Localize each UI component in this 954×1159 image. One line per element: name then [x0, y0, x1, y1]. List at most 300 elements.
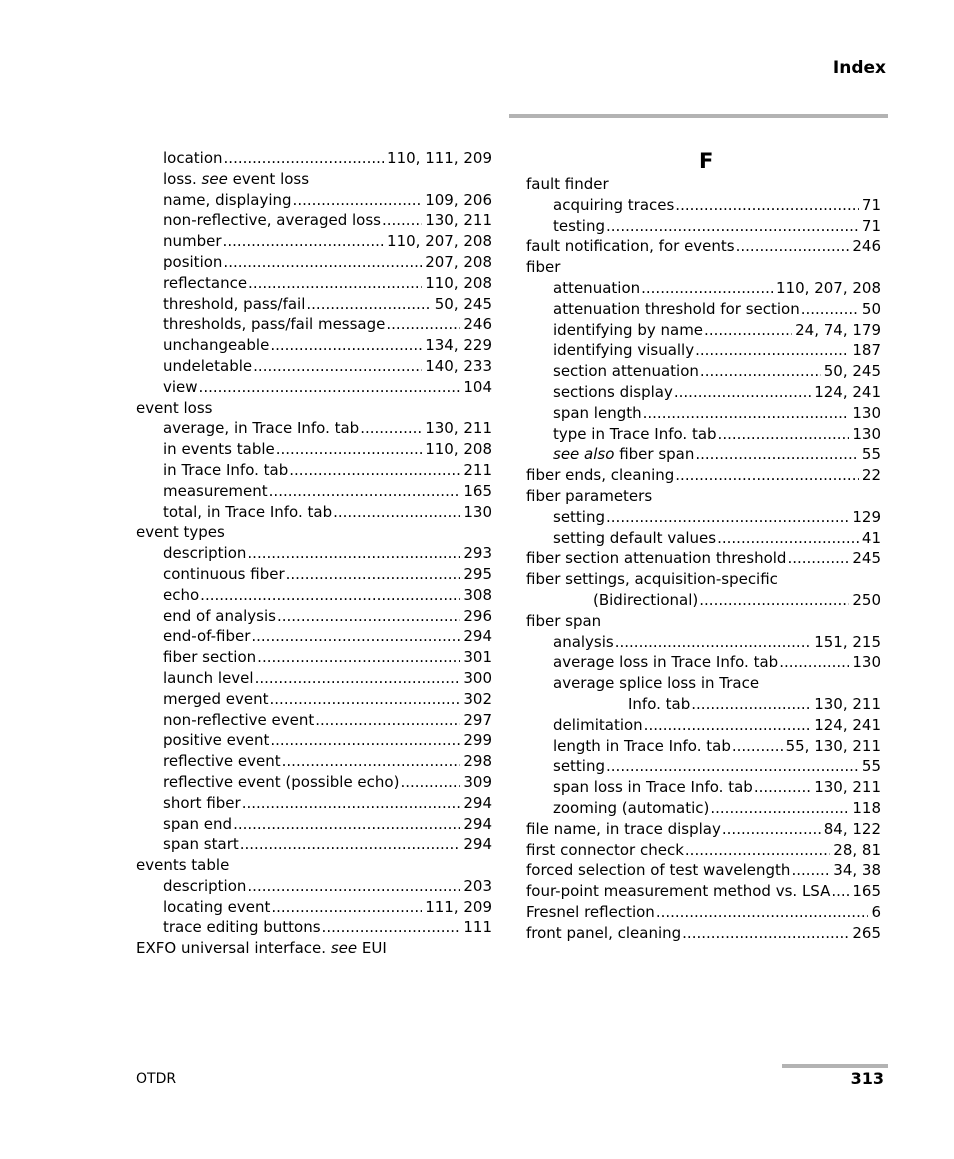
entry-text: testing — [553, 216, 606, 235]
entry-text: launch level — [163, 668, 254, 687]
page-refs: 265 — [852, 923, 881, 942]
entry-text: sections display — [553, 382, 673, 401]
index-entry — [136, 314, 492, 335]
dot-leader — [643, 403, 850, 424]
page-refs: 207, 208 — [425, 252, 492, 271]
index-entry — [136, 751, 492, 772]
entry-term — [526, 881, 830, 902]
page-refs: 134, 229 — [425, 336, 492, 355]
dot-leader — [656, 902, 869, 923]
index-entry — [526, 444, 881, 465]
page-refs: 245 — [852, 549, 881, 568]
index-entry — [136, 169, 492, 190]
index-entry — [526, 424, 881, 445]
entry-term — [163, 876, 246, 897]
dot-leader — [736, 236, 850, 257]
dot-leader — [732, 736, 783, 757]
dot-leader — [306, 294, 431, 315]
dot-leader — [271, 897, 422, 918]
entry-text: delimitation — [553, 715, 643, 734]
entry-text: threshold, pass/fail — [163, 294, 306, 313]
entry-text: total, in Trace Info. tab — [163, 502, 333, 521]
index-entry — [526, 465, 881, 486]
entry-term — [163, 439, 275, 460]
entry-text: events table — [136, 856, 230, 875]
page-refs: 41 — [861, 528, 881, 547]
page-refs: 50 — [861, 299, 881, 318]
dot-leader — [644, 715, 812, 736]
page-refs: 211 — [463, 460, 492, 479]
entry-term — [553, 507, 605, 528]
page-refs: 130, 211 — [425, 419, 492, 438]
dot-leader — [606, 756, 859, 777]
index-entry — [136, 730, 492, 751]
entry-text: span end — [163, 814, 233, 833]
index-entry — [526, 736, 881, 757]
entry-term — [553, 340, 694, 361]
dot-leader — [270, 335, 422, 356]
page-refs: 130, 211 — [425, 211, 492, 230]
entry-text: reflective event — [163, 752, 281, 771]
entry-text: setting — [553, 507, 606, 526]
dot-leader — [199, 377, 461, 398]
dot-leader — [293, 190, 423, 211]
index-entry — [136, 418, 492, 439]
entry-term — [163, 543, 246, 564]
dot-leader — [386, 314, 460, 335]
page-refs: 22 — [861, 466, 881, 485]
entry-term — [553, 195, 674, 216]
entry-text: trace editing buttons — [163, 918, 321, 937]
entry-term — [163, 418, 359, 439]
index-entry — [526, 652, 881, 673]
entry-term — [526, 923, 681, 944]
dot-leader — [253, 356, 422, 377]
index-column-left — [136, 148, 492, 959]
entry-term — [628, 694, 690, 715]
page-refs: 28, 81 — [833, 840, 881, 859]
dot-leader — [695, 340, 849, 361]
index-entry — [136, 834, 492, 855]
dot-leader — [779, 652, 849, 673]
entry-text: front panel, cleaning — [526, 923, 682, 942]
entry-text: Fresnel reflection — [526, 902, 655, 921]
page-refs: 130, 211 — [814, 778, 881, 797]
index-entry — [526, 548, 881, 569]
page-refs: 295 — [463, 564, 492, 583]
dot-leader — [710, 798, 849, 819]
page-refs: 129 — [852, 507, 881, 526]
entry-term — [526, 902, 655, 923]
dot-leader — [251, 626, 460, 647]
page-refs: 118 — [852, 798, 881, 817]
entry-text: undeletable — [163, 356, 253, 375]
page-refs: 24, 74, 179 — [795, 320, 881, 339]
entry-text: location — [163, 149, 223, 167]
index-entry — [526, 590, 881, 611]
index-entry — [136, 876, 492, 897]
entry-text: fiber span — [526, 611, 602, 630]
entry-text: (Bidirectional) — [593, 590, 699, 609]
entry-text: average, in Trace Info. tab — [163, 419, 360, 438]
index-entry — [526, 923, 881, 944]
entry-text: fault finder — [526, 175, 609, 193]
entry-term — [163, 231, 222, 252]
footer-rule — [782, 1064, 888, 1068]
dot-leader — [791, 860, 830, 881]
page-refs: 110, 208 — [425, 273, 492, 292]
index-entry — [136, 793, 492, 814]
index-entry — [526, 632, 881, 653]
page-refs: 34, 38 — [833, 861, 881, 880]
index-entry — [526, 320, 881, 341]
index-entry — [136, 335, 492, 356]
entry-term — [593, 590, 698, 611]
entry-term — [163, 626, 250, 647]
page-refs: 71 — [861, 216, 881, 235]
dot-leader — [269, 481, 461, 502]
page-refs: 140, 233 — [425, 356, 492, 375]
dot-leader — [223, 231, 384, 252]
entry-text: analysis — [553, 632, 614, 651]
dot-leader — [233, 814, 460, 835]
index-entry — [526, 569, 881, 590]
dot-leader — [248, 273, 422, 294]
entry-term — [163, 377, 198, 398]
entry-text: fiber section attenuation threshold — [526, 549, 787, 568]
page-refs: 299 — [463, 731, 492, 750]
index-entry — [136, 564, 492, 585]
index-entry — [136, 377, 492, 398]
dot-leader — [674, 382, 811, 403]
entry-text: four-point measurement method vs. LSA — [526, 882, 831, 901]
entry-text: average loss in Trace Info. tab — [553, 653, 779, 672]
entry-text: fiber — [526, 258, 561, 277]
index-entry — [136, 252, 492, 273]
entry-text: thresholds, pass/fail message — [163, 315, 386, 334]
dot-leader — [242, 793, 461, 814]
index-entry — [526, 507, 881, 528]
entry-term — [163, 273, 247, 294]
entry-text: fiber section — [163, 648, 257, 667]
index-entry — [526, 902, 881, 923]
index-entry — [526, 403, 881, 424]
index-entry — [136, 190, 492, 211]
entry-text: span length — [553, 403, 642, 422]
page-refs: 165 — [463, 481, 492, 500]
dot-leader — [223, 252, 422, 273]
page-refs: 50, 245 — [823, 362, 881, 381]
dot-leader — [257, 647, 460, 668]
page-refs: 246 — [463, 315, 492, 334]
entry-term — [163, 751, 281, 772]
see-reference: see — [330, 939, 358, 958]
entry-term — [553, 798, 709, 819]
entry-text: attenuation threshold for section — [553, 299, 800, 318]
index-entry — [136, 522, 492, 543]
page-number: 313 — [850, 1069, 884, 1088]
index-entry — [526, 819, 881, 840]
cross-reference: event loss — [232, 169, 310, 188]
page-refs: 111 — [463, 918, 492, 937]
page-refs: 50, 245 — [434, 294, 492, 313]
entry-text: setting — [553, 757, 606, 776]
dot-leader — [641, 278, 773, 299]
index-entry — [526, 486, 881, 507]
index-entry — [526, 216, 881, 237]
entry-text: echo — [163, 585, 200, 604]
index-entry — [136, 439, 492, 460]
page-refs: 124, 241 — [814, 715, 881, 734]
entry-text: end of analysis — [163, 606, 276, 625]
page-refs: 165 — [852, 882, 881, 901]
dot-leader — [691, 694, 811, 715]
entry-term — [163, 793, 241, 814]
entry-term — [553, 736, 731, 757]
index-entry — [526, 611, 881, 632]
index-entry — [136, 897, 492, 918]
index-entry — [526, 756, 881, 777]
dot-leader — [289, 460, 460, 481]
dot-leader — [282, 751, 461, 772]
entry-term — [163, 772, 399, 793]
page-refs: 294 — [463, 627, 492, 646]
index-entry — [136, 210, 492, 231]
entry-term — [163, 294, 305, 315]
entry-text: file name, in trace display — [526, 819, 721, 838]
entry-term — [553, 652, 778, 673]
entry-text: identifying by name — [553, 320, 704, 339]
entry-term — [163, 917, 321, 938]
entry-term — [526, 840, 684, 861]
page-refs: 130 — [852, 403, 881, 422]
entry-text: non-reflective, averaged loss — [163, 211, 381, 230]
entry-term — [553, 403, 642, 424]
entry-text: EXFO universal interface. — [136, 939, 327, 958]
entry-term — [163, 190, 292, 211]
index-entry — [136, 626, 492, 647]
entry-term — [163, 668, 254, 689]
index-entry — [526, 299, 881, 320]
entry-term — [163, 148, 223, 169]
entry-term — [553, 320, 703, 341]
index-entry — [526, 881, 881, 902]
index-entry — [136, 917, 492, 938]
dot-leader — [255, 668, 461, 689]
entry-text: position — [163, 252, 223, 271]
index-entry — [136, 689, 492, 710]
index-entry — [526, 195, 881, 216]
dot-leader — [247, 876, 460, 897]
entry-text: short fiber — [163, 793, 241, 812]
page-refs: 300 — [463, 668, 492, 687]
entry-term — [163, 834, 239, 855]
dot-leader — [360, 418, 422, 439]
entry-term — [553, 361, 699, 382]
dot-leader — [700, 361, 821, 382]
entry-text: unchangeable — [163, 336, 270, 355]
entry-term — [553, 777, 753, 798]
dot-leader — [704, 320, 792, 341]
entry-text: fiber parameters — [526, 486, 653, 505]
page-refs: 298 — [463, 752, 492, 771]
index-entry — [526, 715, 881, 736]
see-reference: see also — [553, 445, 615, 464]
entry-term — [553, 216, 605, 237]
entry-text: length in Trace Info. tab — [553, 736, 731, 755]
dot-leader — [722, 819, 821, 840]
index-entry — [136, 502, 492, 523]
entry-term — [163, 502, 332, 523]
entry-term — [163, 210, 381, 231]
entry-text: reflectance — [163, 273, 248, 292]
dot-leader — [277, 606, 460, 627]
entry-text: reflective event (possible echo) — [163, 772, 400, 791]
entry-text: number — [163, 232, 222, 251]
entry-text: view — [163, 377, 198, 396]
entry-term — [553, 632, 614, 653]
entry-term — [553, 299, 800, 320]
entry-term — [163, 897, 270, 918]
dot-leader — [675, 465, 859, 486]
entry-term — [163, 252, 222, 273]
entry-text: description — [163, 544, 247, 563]
entry-text: first connector check — [526, 840, 684, 859]
index-entry — [526, 528, 881, 549]
page-refs: 309 — [463, 772, 492, 791]
page-refs: 110, 207, 208 — [387, 232, 492, 251]
dot-leader — [240, 834, 461, 855]
page-refs: 151, 215 — [814, 632, 881, 651]
entry-text: zooming (automatic) — [553, 798, 710, 817]
dot-leader — [615, 632, 811, 653]
page-refs: 187 — [852, 341, 881, 360]
cross-reference: EUI — [361, 939, 387, 958]
page-refs: 308 — [463, 585, 492, 604]
index-entry — [136, 356, 492, 377]
page-refs: 55 — [861, 757, 881, 776]
entry-text: locating event — [163, 897, 271, 916]
page-refs: 84, 122 — [823, 819, 881, 838]
index-entry — [136, 814, 492, 835]
dot-leader — [322, 917, 461, 938]
entry-term — [526, 819, 721, 840]
dot-leader — [286, 564, 461, 585]
dot-leader — [695, 444, 859, 465]
index-entry — [136, 231, 492, 252]
dot-leader — [787, 548, 849, 569]
index-entry — [526, 340, 881, 361]
index-entry — [526, 798, 881, 819]
page-header-title: Index — [832, 58, 886, 78]
page-refs: 203 — [463, 876, 492, 895]
entry-text: fault notification, for events — [526, 237, 735, 256]
entry-term — [163, 585, 199, 606]
header-rule — [509, 114, 888, 118]
entry-text: end-of-fiber — [163, 627, 251, 646]
entry-text: non-reflective event — [163, 710, 315, 729]
page-refs: 130 — [852, 653, 881, 672]
entry-text: Info. tab — [628, 694, 691, 713]
entry-term — [553, 424, 717, 445]
entry-term — [163, 814, 232, 835]
dot-leader — [270, 730, 460, 751]
entry-text: section attenuation — [553, 362, 699, 381]
page-refs: 104 — [463, 377, 492, 396]
dot-leader — [382, 210, 422, 231]
dot-leader — [270, 689, 461, 710]
page-refs: 294 — [463, 835, 492, 854]
entry-term — [553, 715, 643, 736]
entry-text: description — [163, 876, 247, 895]
page-refs: 55 — [861, 445, 881, 464]
entry-term — [553, 382, 673, 403]
entry-term — [526, 465, 674, 486]
index-entry — [526, 673, 881, 694]
entry-text: event types — [136, 523, 225, 542]
page-refs: 302 — [463, 689, 492, 708]
page-refs: 130 — [463, 502, 492, 521]
entry-term — [163, 647, 256, 668]
entry-term — [163, 606, 276, 627]
index-entry — [526, 382, 881, 403]
entry-text: continuous fiber — [163, 564, 285, 583]
page-refs: 250 — [852, 590, 881, 609]
footer-product: OTDR — [136, 1071, 177, 1087]
dot-leader — [717, 528, 859, 549]
entry-text: span start — [163, 835, 239, 854]
page-refs: 297 — [463, 710, 492, 729]
entry-term — [163, 730, 269, 751]
page-refs: 246 — [852, 237, 881, 256]
dot-leader — [718, 424, 850, 445]
page-refs: 71 — [861, 195, 881, 214]
entry-text: name, displaying — [163, 190, 292, 209]
index-entry — [136, 273, 492, 294]
entry-text: fiber span — [619, 445, 695, 464]
index-entry — [526, 236, 881, 257]
index-entry — [526, 278, 881, 299]
entry-text: in Trace Info. tab — [163, 460, 289, 479]
entry-text: span loss in Trace Info. tab — [553, 778, 753, 797]
entry-term — [163, 481, 268, 502]
index-entry — [136, 398, 492, 419]
dot-leader — [400, 772, 460, 793]
dot-leader — [606, 507, 849, 528]
page-refs: 110, 208 — [425, 440, 492, 459]
entry-text: positive event — [163, 731, 270, 750]
page-refs: 294 — [463, 814, 492, 833]
page-refs: 109, 206 — [425, 190, 492, 209]
page-refs: 111, 209 — [425, 897, 492, 916]
dot-leader — [606, 216, 859, 237]
index-entry — [136, 585, 492, 606]
page-refs: 130, 211 — [814, 694, 881, 713]
page-refs: 110, 111, 209 — [387, 149, 492, 167]
page-refs: 110, 207, 208 — [776, 278, 881, 297]
page-refs: 130 — [852, 424, 881, 443]
entry-text: measurement — [163, 481, 268, 500]
page-refs: 301 — [463, 648, 492, 667]
page-refs: 6 — [871, 902, 881, 921]
dot-leader — [276, 439, 422, 460]
index-entry — [136, 460, 492, 481]
page-refs: 55, 130, 211 — [785, 736, 881, 755]
index-entry — [526, 777, 881, 798]
index-entry — [136, 772, 492, 793]
entry-text: fiber ends, cleaning — [526, 466, 675, 485]
entry-term — [163, 564, 285, 585]
